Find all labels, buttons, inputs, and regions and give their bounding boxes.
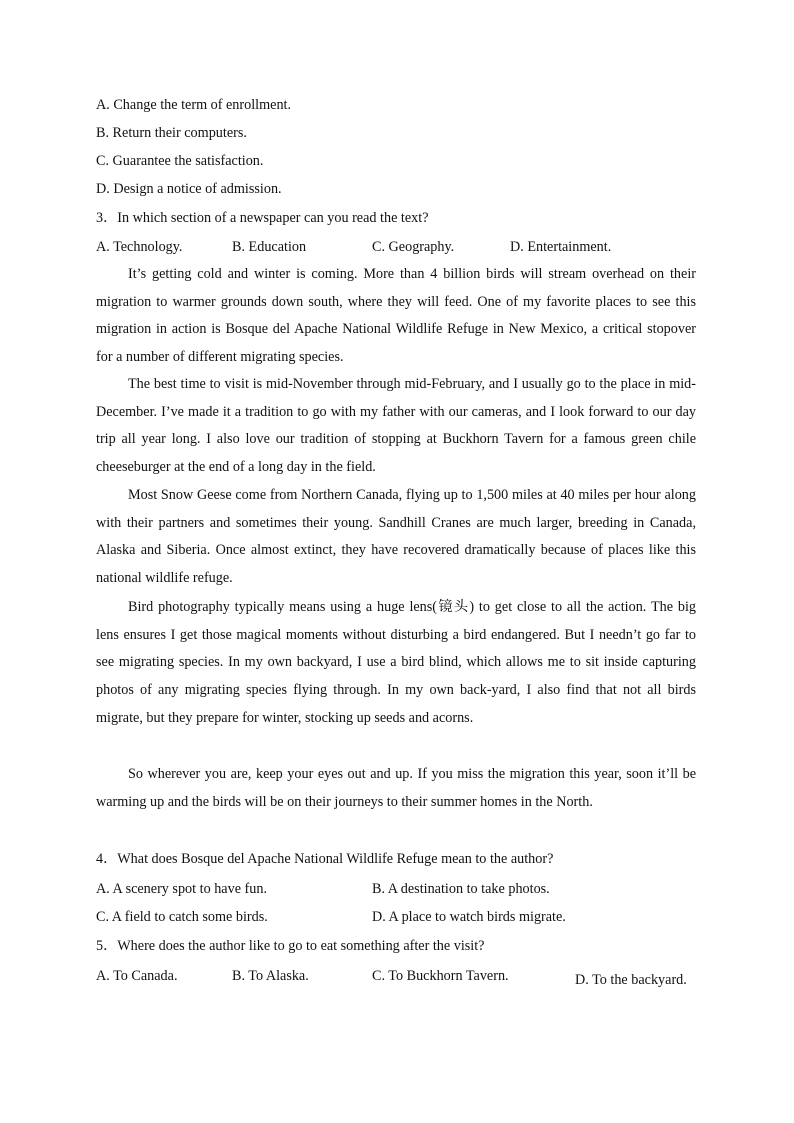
q2-option-b: B. Return their computers.	[96, 125, 247, 141]
q4-option-a: A. A scenery spot to have fun.	[96, 881, 268, 897]
q4-option-d: D. A place to watch birds migrate.	[372, 909, 566, 925]
passage-paragraph-3	[96, 482, 696, 593]
passage-paragraph-5-text: So wherever you are, keep your eyes out and up. If you miss the migration this year, soon it’ll be warming up and the birds will be on their journeys to their summer homes in the North.	[96, 766, 696, 810]
passage-paragraph-1	[96, 261, 696, 372]
passage-paragraph-4	[96, 594, 696, 733]
q5-option-a: A. To Canada.	[96, 968, 178, 984]
q4-option-c: C. A field to catch some birds.	[96, 909, 268, 925]
q3-stem: 3．In which section of a newspaper can you read the text?	[96, 210, 429, 226]
q3-option-d: D. Entertainment.	[510, 239, 612, 255]
q3-option-a: A. Technology.	[96, 239, 183, 255]
q5-option-b: B. To Alaska.	[232, 968, 309, 984]
q2-option-d: D. Design a notice of admission.	[96, 181, 282, 197]
passage-paragraph-2	[96, 371, 696, 482]
passage-paragraph-1-text: It’s getting cold and winter is coming. More than 4 billion birds will stream overhead on their migration to warmer grounds down south, where they will feed. One of my favorite places to see this migration in action is Bosque del Apache National Wildlife Refuge in New Mexico, a critical stopover for a number of different migrating species.	[96, 266, 696, 366]
passage-paragraph-5	[96, 761, 696, 816]
q2-option-a: A. Change the term of enrollment.	[96, 97, 292, 113]
q3-option-b: B. Education	[232, 239, 307, 255]
q4-option-b: B. A destination to take photos.	[372, 881, 550, 897]
passage-paragraph-4-text: Bird photography typically means using a huge lens(镜头) to get close to all the action. The big lens ensures I get those magical moments without disturbing a bird endangered. But I needn’t go far to see migrating species. In my own backyard, I use a bird blind, which allows me to sit inside capturing photos of any migrating species flying through. In my own back-yard, I also find that not all birds migrate, but they prepare for winter, stocking up seeds and acorns.	[96, 599, 696, 726]
q3-option-c: C. Geography.	[372, 239, 455, 255]
q4-stem: 4．What does Bosque del Apache National Wildlife Refuge mean to the author?	[96, 851, 554, 867]
passage-paragraph-2-text: The best time to visit is mid-November through mid-February, and I usually go to the place in mid-December. I’ve made it a tradition to go with my father with our cameras, and I look forward to our day trip all year long. I also love our tradition of stopping at Buckhorn Tavern for a famous green chile cheeseburger at the end of a long day in the field.	[96, 376, 696, 476]
q5-option-c: C. To Buckhorn Tavern.	[372, 968, 509, 984]
q2-option-c: C. Guarantee the satisfaction.	[96, 153, 264, 169]
q5-stem: 5．Where does the author like to go to eat something after the visit?	[96, 938, 485, 954]
passage-paragraph-3-text: Most Snow Geese come from Northern Canada, flying up to 1,500 miles at 40 miles per hour along with their partners and sometimes their young. Sandhill Cranes are much larger, breeding in Canada, Alaska and Siberia. Once almost extinct, they have recovered dramatically because of places like this national wildlife refuge.	[96, 487, 696, 587]
q5-option-d: D. To the backyard.	[575, 972, 687, 988]
